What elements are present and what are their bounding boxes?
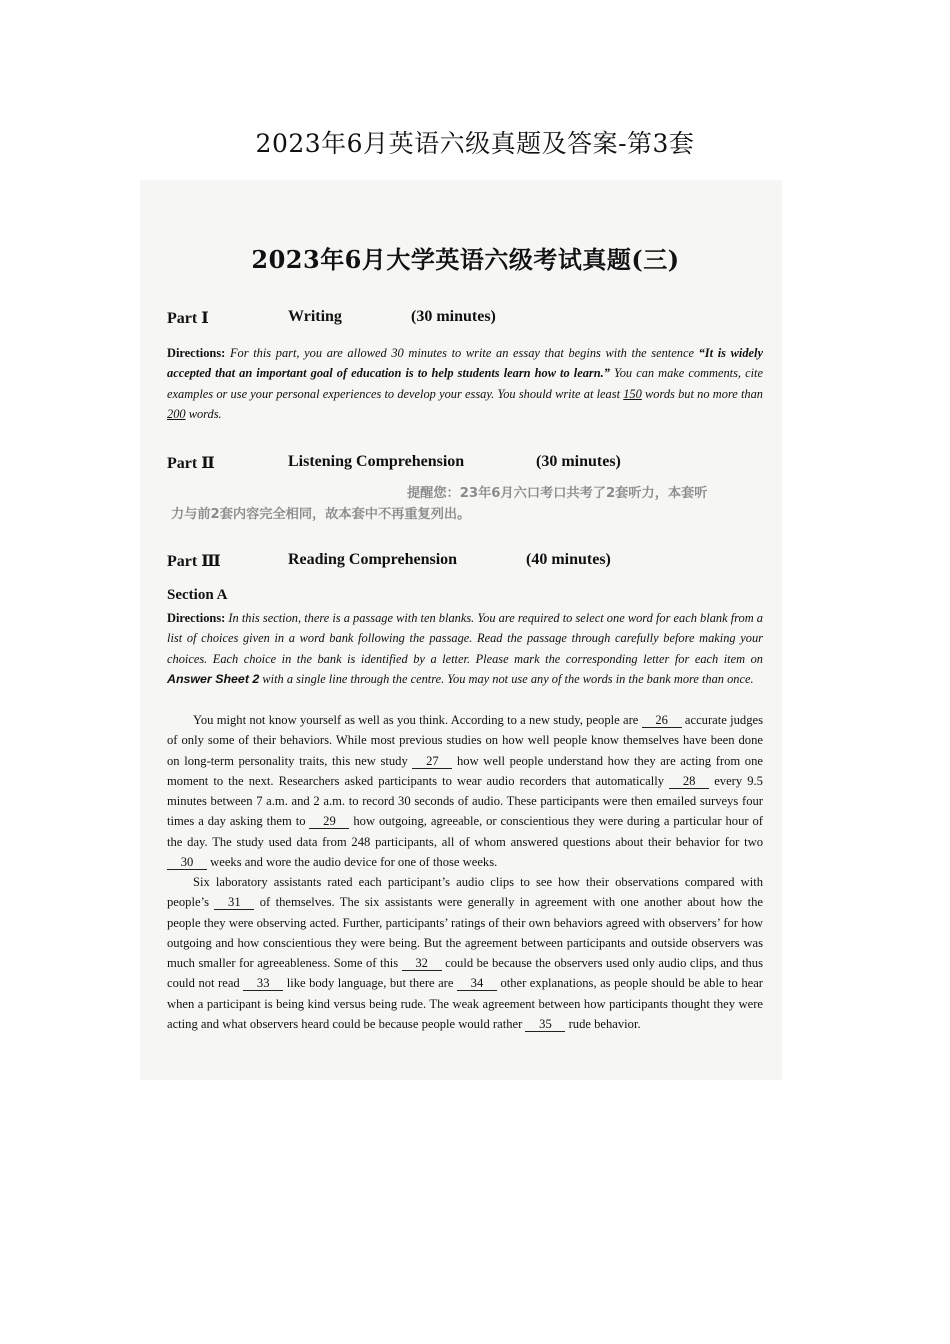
writing-directions — [167, 343, 763, 424]
passage-paragraph-2 — [167, 872, 763, 1034]
section-a-directions — [167, 608, 763, 689]
blank-35: 35 — [525, 1017, 565, 1032]
blank-29: 29 — [309, 814, 349, 829]
passage-text: accurate judges of only some of their behaviors. While most previous studies on how well people know themselves have been done on long-term personality traits, this new study — [167, 713, 763, 768]
writing-directions-text-4: words. — [185, 406, 222, 421]
part-1-name: Writing — [288, 308, 342, 325]
part-3-time: (40 minutes) — [526, 551, 611, 568]
passage-text: how outgoing, agreeable, or conscientious they were during a particular hour of the day. The study used data from 248 participants, all of whom answered questions about their behavior for two — [167, 814, 763, 849]
reading-passage — [167, 710, 763, 1034]
blank-27: 27 — [412, 754, 452, 769]
listening-notice-line-1: 提醒您：23年6月六口考口共考了2套听力，本套听 — [407, 486, 708, 501]
passage-text: every 9.5 minutes between 7 a.m. and 2 a.m. to record 30 seconds of audio. These participants were then emailed surveys four times a day asking them to — [167, 773, 763, 829]
blank-34: 34 — [457, 976, 497, 991]
part-1-heading — [167, 308, 764, 330]
writing-directions-text-3: words but no more than — [641, 386, 763, 401]
section-a-directions-label: Directions: — [167, 611, 226, 625]
blank-32: 32 — [402, 956, 442, 971]
section-a-directions-text-2: with a single line through the centre. You may not use any of the words in the bank more than once. — [259, 671, 754, 686]
passage-text: You might not know yourself as well as you think. According to a new study, people are — [193, 713, 642, 727]
section-a-title: Section A — [167, 587, 228, 603]
passage-text: Six laboratory assistants rated each participant’s audio clips to see how their observations compared with people’s — [167, 875, 763, 910]
part-3-label: Part Ⅲ — [167, 553, 221, 570]
blank-26: 26 — [642, 713, 682, 728]
passage-text: weeks and wore the audio device for one of those weeks. — [207, 854, 498, 869]
blank-33: 33 — [243, 976, 283, 991]
part-3-name: Reading Comprehension — [288, 551, 458, 568]
writing-directions-text-1: For this part, you are allowed 30 minutes to write an essay that begins with the sentence — [229, 346, 699, 360]
passage-paragraph-1 — [167, 710, 763, 872]
part-2-heading — [167, 453, 764, 475]
document-title: 2023年6月英语六级真题及答案-第3套 — [255, 129, 695, 158]
part-3-heading — [167, 551, 764, 573]
part-2-label: Part Ⅱ — [167, 455, 215, 472]
passage-text: like body language, but there are — [283, 976, 457, 991]
blank-28: 28 — [669, 774, 709, 789]
min-words: 150 — [623, 386, 642, 401]
part-2-name: Listening Comprehension — [288, 453, 465, 470]
part-1-label: Part Ⅰ — [167, 310, 209, 327]
answer-sheet-ref: Answer Sheet 2 — [167, 671, 260, 686]
part-1-time: (30 minutes) — [411, 308, 496, 325]
listening-notice-line-2: 力与前2套内容完全相同，故本套中不再重复列出。 — [171, 507, 471, 522]
writing-prompt-quote: “It is widely accepted that an important goal of education is to help students learn how to learn.” — [167, 346, 763, 381]
blank-30: 30 — [167, 855, 207, 870]
section-a-directions-text-1: In this section, there is a passage with ten blanks. You are required to select one word for each blank from a list of choices given in a word bank following the passage. Read the passage through carefully before making your choices. Each choice in the bank is identified by a letter. Please mark the corresponding letter for each item on — [167, 611, 763, 666]
blank-31: 31 — [214, 895, 254, 910]
max-words: 200 — [167, 406, 186, 421]
writing-directions-text-2: You can make comments, cite examples or use your personal experiences to develop your essay. You should write at least — [167, 366, 763, 401]
passage-text: how well people understand how they are acting from one moment to the next. Researchers asked participants to wear audio recorders that automatically — [167, 753, 763, 788]
passage-text: of themselves. The six assistants were generally in agreement with one another about how the people they were observing acted. Further, participants’ ratings of their own behaviors agreed with observers’ for how outgoing and how conscientious they were being. But the agreement between participants and outside observers was much smaller for agreeableness. Some of this — [167, 895, 763, 970]
writing-directions-label: Directions: — [167, 346, 226, 360]
passage-text: could be because the observers used only audio clips, and thus could not read — [167, 956, 764, 991]
exam-title: 2023年6月大学英语六级考试真题(三) — [251, 245, 680, 274]
part-2-time: (30 minutes) — [536, 453, 621, 470]
listening-notice — [171, 483, 761, 525]
exam-page-scan — [140, 180, 782, 1080]
passage-text: other explanations, as people should be able to hear when a participant is being kind versus being rude. The weak agreement between how participants thought they were acting and what observers heard could be because people would rather — [167, 976, 763, 1031]
passage-text: rude behavior. — [565, 1016, 641, 1031]
